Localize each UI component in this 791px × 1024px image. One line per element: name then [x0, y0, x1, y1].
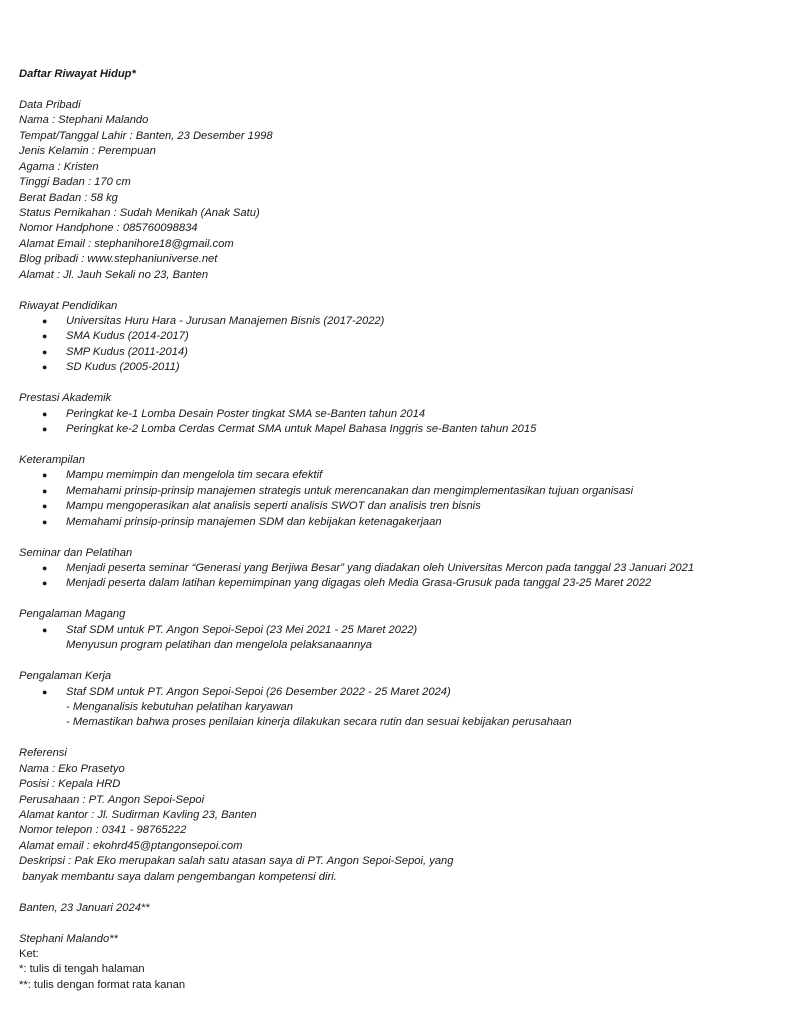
section-heading-magang: Pengalaman Magang [19, 608, 126, 621]
reference-email: Alamat email : ekohrd45@ptangonsepoi.com [19, 839, 243, 852]
list-item: ● Mampu mengoperasikan alat analisis seperti analisis SWOT dan analisis tren bisnis [19, 499, 779, 514]
seminar-list [19, 561, 779, 592]
reference-name: Nama : Eko Prasetyo [19, 762, 125, 775]
bullet-icon: ● [42, 346, 48, 357]
list-item: ● Memahami prinsip-prinsip manajemen strategis untuk merencanakan dan mengimplementasikan tujuan organisasi [19, 484, 779, 499]
list-item: ● Staf SDM untuk PT. Angon Sepoi-Sepoi (23 Mei 2021 - 25 Maret 2022) [19, 623, 779, 638]
bullet-icon: ● [42, 501, 48, 512]
internship-list [19, 623, 779, 638]
list-item: ● Menjadi peserta dalam latihan kepemimpinan yang digagas oleh Media Grasa-Grusuk pada tanggal 23-25 Maret 2022 [19, 576, 779, 591]
bullet-icon: ● [42, 686, 48, 697]
section-heading-pendidikan: Riwayat Pendidikan [19, 299, 118, 312]
bullet-icon: ● [42, 470, 48, 481]
list-item: ● SMA Kudus (2014-2017) [19, 329, 779, 344]
personal-name: Nama : Stephani Malando [19, 114, 149, 127]
personal-height: Tinggi Badan : 170 cm [19, 176, 131, 189]
bullet-icon: ● [42, 362, 48, 373]
list-item: ● Universitas Huru Hara - Jurusan Manajemen Bisnis (2017-2022) [19, 314, 779, 329]
list-item: ● Staf SDM untuk PT. Angon Sepoi-Sepoi (26 Desember 2022 - 25 Maret 2024) [19, 685, 779, 700]
place-date: Banten, 23 Januari 2024** [19, 901, 150, 914]
personal-marital-status: Status Pernikahan : Sudah Menikah (Anak Satu) [19, 206, 260, 219]
note-line: **: tulis dengan format rata kanan [19, 978, 186, 991]
cv-content [19, 67, 779, 993]
section-heading-referensi: Referensi [19, 747, 67, 760]
work-detail: - Memastikan bahwa proses penilaian kinerja dilakukan secara rutin dan sesuai kebijakan perusahaan [66, 716, 572, 729]
reference-description: Deskripsi : Pak Eko merupakan salah satu atasan saya di PT. Angon Sepoi-Sepoi, yang [19, 855, 454, 868]
personal-gender: Jenis Kelamin : Perempuan [19, 145, 156, 158]
bullet-icon: ● [42, 424, 48, 435]
personal-address: Alamat : Jl. Jauh Sekali no 23, Banten [19, 268, 209, 281]
reference-phone: Nomor telepon : 0341 - 98765222 [19, 824, 187, 837]
list-item: ● SD Kudus (2005-2011) [19, 360, 779, 375]
personal-blog: Blog pribadi : www.stephaniuniverse.net [19, 253, 218, 266]
list-item: ● Peringkat ke-2 Lomba Cerdas Cermat SMA untuk Mapel Bahasa Inggris se-Banten tahun 2015 [19, 422, 779, 437]
list-item: ● Menjadi peserta seminar “Generasi yang Berjiwa Besar” yang diadakan oleh Universitas Mercon pada tanggal 23 Januari 2021 [19, 561, 779, 576]
personal-religion: Agama : Kristen [19, 160, 99, 173]
achievement-list [19, 407, 779, 438]
section-heading-keterampilan: Keterampilan [19, 453, 85, 466]
bullet-icon: ● [42, 516, 48, 527]
reference-company: Perusahaan : PT. Angon Sepoi-Sepoi [19, 793, 205, 806]
list-item: ● Peringkat ke-1 Lomba Desain Poster tingkat SMA se-Banten tahun 2014 [19, 407, 779, 422]
education-list [19, 314, 779, 376]
personal-birth: Tempat/Tanggal Lahir : Banten, 23 Desember 1998 [19, 129, 273, 142]
skills-list [19, 468, 779, 530]
list-item: ● Memahami prinsip-prinsip manajemen SDM dan kebijakan ketenagakerjaan [19, 515, 779, 530]
section-heading-seminar: Seminar dan Pelatihan [19, 546, 133, 559]
list-item: ● SMP Kudus (2011-2014) [19, 345, 779, 360]
section-heading-prestasi: Prestasi Akademik [19, 392, 112, 405]
section-heading-data-pribadi: Data Pribadi [19, 98, 81, 111]
bullet-icon: ● [42, 408, 48, 419]
notes-label: Ket: [19, 947, 39, 960]
bullet-icon: ● [42, 624, 48, 635]
note-line: *: tulis di tengah halaman [19, 963, 145, 976]
reference-description-cont: banyak membantu saya dalam pengembangan kompetensi diri. [19, 870, 337, 883]
bullet-icon: ● [42, 578, 48, 589]
list-item: ● Mampu memimpin dan mengelola tim secara efektif [19, 468, 779, 483]
bullet-icon: ● [42, 563, 48, 573]
internship-detail: Menyusun program pelatihan dan mengelola pelaksanaannya [66, 639, 373, 652]
bullet-icon: ● [42, 316, 48, 326]
personal-phone: Nomor Handphone : 085760098834 [19, 222, 198, 235]
work-list [19, 685, 779, 700]
personal-weight: Berat Badan : 58 kg [19, 191, 118, 204]
signature-name: Stephani Malando** [19, 932, 118, 945]
personal-email: Alamat Email : stephanihore18@gmail.com [19, 237, 234, 250]
bullet-icon: ● [42, 485, 48, 496]
work-detail: - Menganalisis kebutuhan pelatihan karyawan [66, 700, 294, 713]
section-heading-kerja: Pengalaman Kerja [19, 670, 112, 683]
bullet-icon: ● [42, 331, 48, 342]
reference-office-address: Alamat kantor : Jl. Sudirman Kavling 23, Banten [19, 809, 257, 821]
reference-position: Posisi : Kepala HRD [19, 778, 121, 791]
document-title: Daftar Riwayat Hidup* [19, 68, 136, 80]
